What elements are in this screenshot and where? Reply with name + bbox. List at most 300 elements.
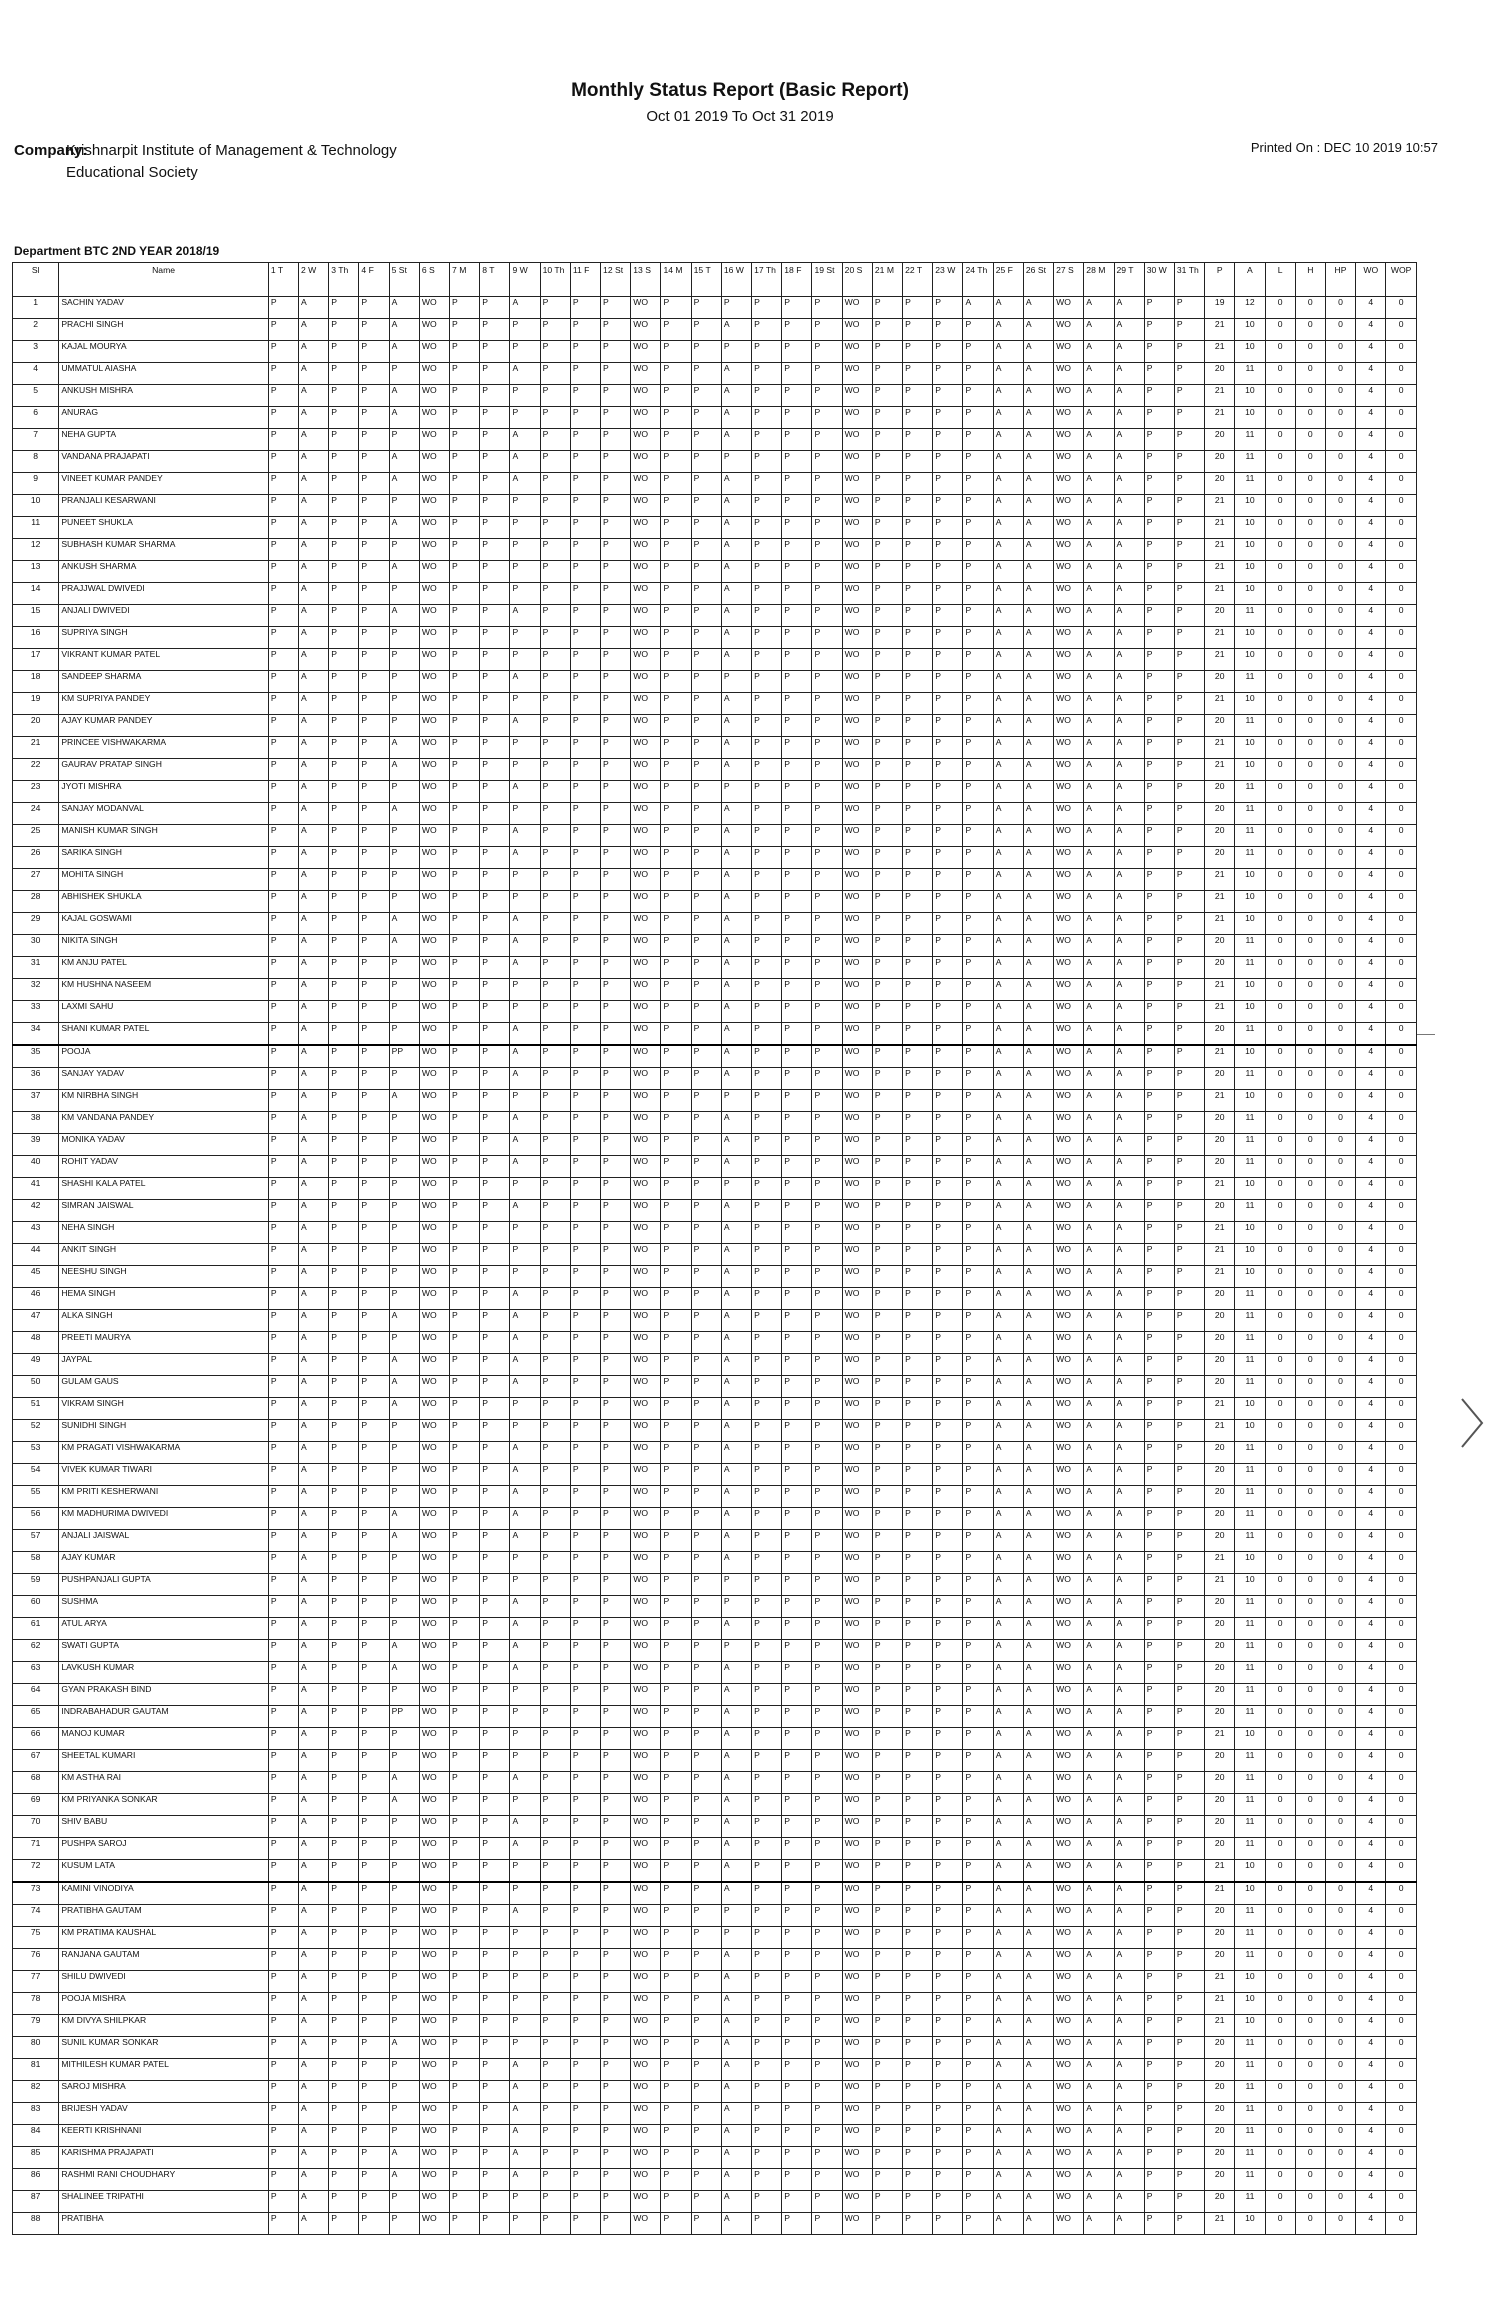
- cell-total: 10: [1235, 385, 1265, 407]
- cell-day-status: P: [480, 1640, 510, 1662]
- cell-day-status: P: [812, 715, 842, 737]
- cell-day-status: P: [933, 1001, 963, 1023]
- cell-day-status: WO: [1054, 297, 1084, 319]
- cell-day-status: P: [1174, 495, 1204, 517]
- cell-total: 0: [1386, 1486, 1417, 1508]
- cell-day-status: P: [389, 649, 419, 671]
- cell-day-status: P: [903, 1905, 933, 1927]
- cell-total: 0: [1265, 1706, 1295, 1728]
- cell-name: KM DIVYA SHILPKAR: [59, 2015, 268, 2037]
- cell-day-status: P: [389, 1244, 419, 1266]
- cell-total: 0: [1265, 2213, 1295, 2235]
- table-row: [13, 605, 1417, 627]
- cell-day-status: P: [540, 2015, 570, 2037]
- cell-day-status: P: [661, 737, 691, 759]
- cell-day-status: A: [299, 1354, 329, 1376]
- cell-day-status: P: [601, 1971, 631, 1993]
- cell-day-status: P: [510, 341, 540, 363]
- cell-day-status: P: [510, 2213, 540, 2235]
- cell-day-status: P: [782, 1552, 812, 1574]
- cell-day-status: P: [480, 1354, 510, 1376]
- cell-total: 10: [1235, 517, 1265, 539]
- cell-total: 10: [1235, 1552, 1265, 1574]
- cell-day-status: P: [812, 1860, 842, 1883]
- cell-day-status: P: [601, 605, 631, 627]
- cell-day-status: P: [721, 1927, 751, 1949]
- cell-day-status: A: [1114, 385, 1144, 407]
- cell-day-status: A: [721, 1794, 751, 1816]
- cell-day-status: A: [1114, 1464, 1144, 1486]
- cell-day-status: A: [1084, 2125, 1114, 2147]
- cell-day-status: WO: [631, 1927, 661, 1949]
- cell-day-status: WO: [842, 1618, 872, 1640]
- cell-day-status: P: [812, 1838, 842, 1860]
- cell-day-status: A: [993, 1794, 1023, 1816]
- cell-day-status: P: [480, 1882, 510, 1905]
- cell-day-status: P: [389, 1112, 419, 1134]
- cell-total: 0: [1386, 891, 1417, 913]
- cell-day-status: WO: [1054, 1486, 1084, 1508]
- cell-day-status: A: [1084, 649, 1114, 671]
- cell-total: 0: [1325, 407, 1355, 429]
- cell-day-status: WO: [842, 605, 872, 627]
- cell-day-status: P: [450, 473, 480, 495]
- cell-total: 0: [1386, 759, 1417, 781]
- cell-day-status: P: [540, 1398, 570, 1420]
- cell-day-status: P: [872, 1442, 902, 1464]
- cell-day-status: WO: [1054, 671, 1084, 693]
- cell-day-status: P: [963, 627, 993, 649]
- cell-day-status: P: [570, 2081, 600, 2103]
- cell-day-status: A: [1084, 1596, 1114, 1618]
- cell-name: NEHA SINGH: [59, 1222, 268, 1244]
- cell-day-status: P: [329, 2081, 359, 2103]
- table-row: [13, 627, 1417, 649]
- cell-day-status: P: [903, 1750, 933, 1772]
- cell-day-status: A: [299, 1001, 329, 1023]
- cell-name: PRATIBHA: [59, 2213, 268, 2235]
- cell-day-status: P: [540, 1244, 570, 1266]
- cell-day-status: P: [661, 1222, 691, 1244]
- cell-name: MOHITA SINGH: [59, 869, 268, 891]
- cell-day-status: P: [691, 1552, 721, 1574]
- chevron-right-icon[interactable]: [1458, 1395, 1486, 1456]
- cell-day-status: WO: [419, 1706, 449, 1728]
- cell-day-status: P: [752, 781, 782, 803]
- cell-day-status: WO: [631, 517, 661, 539]
- cell-day-status: A: [1023, 429, 1053, 451]
- cell-day-status: P: [1144, 913, 1174, 935]
- cell-day-status: A: [1114, 605, 1144, 627]
- cell-day-status: P: [903, 1530, 933, 1552]
- cell-day-status: P: [933, 1662, 963, 1684]
- table-row: [13, 1288, 1417, 1310]
- cell-day-status: P: [601, 385, 631, 407]
- cell-day-status: A: [1023, 1706, 1053, 1728]
- cell-day-status: P: [782, 1288, 812, 1310]
- cell-day-status: A: [721, 759, 751, 781]
- cell-day-status: P: [661, 957, 691, 979]
- cell-day-status: P: [1174, 1486, 1204, 1508]
- cell-day-status: WO: [631, 1838, 661, 1860]
- cell-day-status: WO: [631, 1530, 661, 1552]
- cell-total: 0: [1265, 935, 1295, 957]
- cell-day-status: P: [359, 1816, 389, 1838]
- column-header-day: 13 S: [631, 263, 661, 297]
- cell-total: 0: [1386, 341, 1417, 363]
- cell-day-status: P: [933, 1971, 963, 1993]
- cell-sl: 77: [13, 1971, 59, 1993]
- cell-day-status: P: [450, 913, 480, 935]
- cell-total: 21: [1205, 1244, 1235, 1266]
- cell-day-status: WO: [631, 1045, 661, 1068]
- cell-day-status: P: [691, 1288, 721, 1310]
- cell-total: 0: [1295, 561, 1325, 583]
- cell-day-status: P: [359, 847, 389, 869]
- cell-total: 4: [1356, 1596, 1386, 1618]
- cell-day-status: P: [903, 2037, 933, 2059]
- cell-day-status: P: [872, 759, 902, 781]
- cell-total: 0: [1295, 1662, 1325, 1684]
- cell-day-status: P: [812, 297, 842, 319]
- cell-day-status: P: [480, 913, 510, 935]
- cell-day-status: P: [1174, 429, 1204, 451]
- cell-total: 4: [1356, 1376, 1386, 1398]
- cell-day-status: WO: [842, 1310, 872, 1332]
- cell-day-status: WO: [631, 1486, 661, 1508]
- cell-total: 20: [1205, 2103, 1235, 2125]
- cell-total: 0: [1386, 1112, 1417, 1134]
- cell-day-status: P: [872, 1905, 902, 1927]
- table-row: [13, 1838, 1417, 1860]
- cell-total: 4: [1356, 341, 1386, 363]
- cell-day-status: A: [993, 1816, 1023, 1838]
- cell-day-status: P: [782, 1023, 812, 1046]
- cell-day-status: P: [752, 1618, 782, 1640]
- cell-day-status: P: [540, 913, 570, 935]
- cell-total: 11: [1235, 1838, 1265, 1860]
- cell-total: 0: [1386, 1332, 1417, 1354]
- cell-day-status: A: [1114, 1486, 1144, 1508]
- cell-total: 0: [1295, 297, 1325, 319]
- cell-day-status: A: [1023, 561, 1053, 583]
- cell-day-status: P: [752, 2125, 782, 2147]
- cell-day-status: A: [510, 1662, 540, 1684]
- column-header-day: 9 W: [510, 263, 540, 297]
- cell-day-status: A: [993, 671, 1023, 693]
- cell-day-status: A: [299, 1662, 329, 1684]
- cell-total: 11: [1235, 605, 1265, 627]
- cell-day-status: A: [993, 2059, 1023, 2081]
- cell-day-status: WO: [842, 495, 872, 517]
- cell-day-status: P: [661, 1552, 691, 1574]
- cell-day-status: P: [1144, 803, 1174, 825]
- column-header-total: WOP: [1386, 263, 1417, 297]
- cell-day-status: P: [329, 759, 359, 781]
- cell-day-status: A: [299, 1045, 329, 1068]
- cell-day-status: A: [1084, 1244, 1114, 1266]
- cell-day-status: P: [540, 1442, 570, 1464]
- cell-day-status: P: [359, 1728, 389, 1750]
- cell-day-status: WO: [419, 407, 449, 429]
- cell-day-status: WO: [419, 451, 449, 473]
- cell-day-status: A: [993, 627, 1023, 649]
- cell-day-status: A: [510, 1023, 540, 1046]
- cell-total: 20: [1205, 1288, 1235, 1310]
- cell-sl: 86: [13, 2169, 59, 2191]
- cell-day-status: P: [933, 1684, 963, 1706]
- cell-day-status: P: [903, 1684, 933, 1706]
- cell-total: 0: [1265, 1178, 1295, 1200]
- cell-day-status: P: [812, 2081, 842, 2103]
- cell-day-status: P: [933, 1618, 963, 1640]
- cell-day-status: P: [1144, 2037, 1174, 2059]
- cell-day-status: P: [872, 1310, 902, 1332]
- cell-day-status: P: [510, 495, 540, 517]
- cell-day-status: A: [1114, 935, 1144, 957]
- cell-day-status: A: [1084, 1882, 1114, 1905]
- cell-day-status: P: [1144, 1728, 1174, 1750]
- cell-day-status: A: [1114, 1772, 1144, 1794]
- cell-day-status: A: [721, 539, 751, 561]
- cell-day-status: A: [1114, 1684, 1144, 1706]
- cell-name: KM HUSHNA NASEEM: [59, 979, 268, 1001]
- cell-day-status: P: [389, 693, 419, 715]
- cell-name: KM PRATIMA KAUSHAL: [59, 1927, 268, 1949]
- cell-day-status: P: [268, 935, 298, 957]
- cell-day-status: WO: [419, 1816, 449, 1838]
- cell-day-status: P: [570, 539, 600, 561]
- cell-day-status: WO: [631, 451, 661, 473]
- cell-day-status: A: [993, 2015, 1023, 2037]
- cell-day-status: P: [601, 1684, 631, 1706]
- cell-day-status: P: [359, 1486, 389, 1508]
- cell-day-status: P: [450, 1200, 480, 1222]
- cell-day-status: A: [1114, 693, 1144, 715]
- cell-day-status: WO: [1054, 1905, 1084, 1927]
- cell-day-status: P: [540, 1045, 570, 1068]
- cell-day-status: P: [540, 1816, 570, 1838]
- cell-day-status: A: [993, 1860, 1023, 1883]
- cell-sl: 53: [13, 1442, 59, 1464]
- cell-day-status: P: [963, 2081, 993, 2103]
- cell-total: 10: [1235, 341, 1265, 363]
- cell-day-status: P: [1174, 517, 1204, 539]
- cell-day-status: P: [540, 1068, 570, 1090]
- cell-day-status: P: [510, 539, 540, 561]
- cell-day-status: P: [782, 473, 812, 495]
- cell-day-status: P: [359, 2081, 389, 2103]
- cell-day-status: P: [661, 1442, 691, 1464]
- cell-day-status: A: [993, 781, 1023, 803]
- cell-day-status: WO: [419, 1134, 449, 1156]
- cell-day-status: A: [1023, 759, 1053, 781]
- cell-total: 11: [1235, 1794, 1265, 1816]
- cell-name: KM PRITI KESHERWANI: [59, 1486, 268, 1508]
- cell-day-status: P: [1144, 473, 1174, 495]
- cell-day-status: P: [450, 407, 480, 429]
- cell-day-status: P: [1174, 1332, 1204, 1354]
- cell-total: 0: [1325, 561, 1355, 583]
- cell-total: 4: [1356, 561, 1386, 583]
- cell-day-status: P: [782, 1266, 812, 1288]
- cell-total: 21: [1205, 1993, 1235, 2015]
- cell-day-status: P: [812, 1640, 842, 1662]
- cell-day-status: P: [268, 2059, 298, 2081]
- cell-day-status: P: [1144, 1376, 1174, 1398]
- cell-day-status: P: [480, 1596, 510, 1618]
- table-row: [13, 1772, 1417, 1794]
- cell-day-status: P: [1174, 1354, 1204, 1376]
- cell-total: 11: [1235, 1706, 1265, 1728]
- cell-day-status: P: [480, 2037, 510, 2059]
- cell-day-status: P: [480, 781, 510, 803]
- cell-day-status: P: [359, 1618, 389, 1640]
- cell-day-status: A: [1084, 2169, 1114, 2191]
- cell-day-status: P: [450, 1288, 480, 1310]
- cell-day-status: WO: [419, 2169, 449, 2191]
- cell-day-status: P: [782, 1794, 812, 1816]
- cell-day-status: WO: [419, 539, 449, 561]
- cell-name: KM ASTHA RAI: [59, 1772, 268, 1794]
- cell-name: AJAY KUMAR PANDEY: [59, 715, 268, 737]
- cell-day-status: P: [359, 1068, 389, 1090]
- cell-total: 0: [1386, 1288, 1417, 1310]
- cell-day-status: A: [993, 1310, 1023, 1332]
- cell-day-status: A: [993, 385, 1023, 407]
- cell-day-status: P: [268, 1442, 298, 1464]
- cell-day-status: P: [480, 1486, 510, 1508]
- cell-day-status: A: [1114, 781, 1144, 803]
- cell-day-status: P: [329, 869, 359, 891]
- cell-day-status: P: [268, 1464, 298, 1486]
- cell-day-status: P: [450, 1398, 480, 1420]
- cell-day-status: WO: [842, 825, 872, 847]
- cell-day-status: A: [299, 1882, 329, 1905]
- cell-day-status: A: [510, 1200, 540, 1222]
- table-row: [13, 2191, 1417, 2213]
- cell-day-status: P: [872, 671, 902, 693]
- cell-name: SHEETAL KUMARI: [59, 1750, 268, 1772]
- cell-total: 0: [1325, 737, 1355, 759]
- cell-day-status: P: [933, 1816, 963, 1838]
- cell-total: 0: [1386, 2213, 1417, 2235]
- cell-day-status: A: [1114, 1750, 1144, 1772]
- cell-sl: 82: [13, 2081, 59, 2103]
- cell-day-status: P: [872, 803, 902, 825]
- cell-day-status: P: [480, 1684, 510, 1706]
- cell-day-status: A: [510, 1376, 540, 1398]
- cell-total: 0: [1325, 583, 1355, 605]
- cell-total: 0: [1265, 495, 1295, 517]
- cell-day-status: WO: [1054, 1023, 1084, 1046]
- cell-day-status: P: [570, 1222, 600, 1244]
- cell-day-status: A: [1023, 2059, 1053, 2081]
- cell-total: 20: [1205, 1332, 1235, 1354]
- cell-day-status: P: [450, 1640, 480, 1662]
- cell-day-status: P: [872, 891, 902, 913]
- cell-day-status: A: [721, 1684, 751, 1706]
- cell-day-status: P: [903, 1266, 933, 1288]
- cell-day-status: P: [359, 1662, 389, 1684]
- cell-day-status: P: [1174, 715, 1204, 737]
- cell-day-status: A: [389, 737, 419, 759]
- cell-day-status: WO: [631, 1574, 661, 1596]
- cell-day-status: WO: [842, 2037, 872, 2059]
- cell-day-status: A: [1114, 1816, 1144, 1838]
- cell-total: 0: [1325, 297, 1355, 319]
- table-row: [13, 671, 1417, 693]
- cell-day-status: P: [691, 561, 721, 583]
- column-header-day: 11 F: [570, 263, 600, 297]
- cell-total: 0: [1295, 1949, 1325, 1971]
- cell-total: 0: [1295, 1794, 1325, 1816]
- cell-day-status: P: [812, 1706, 842, 1728]
- cell-total: 0: [1386, 671, 1417, 693]
- cell-day-status: WO: [1054, 1464, 1084, 1486]
- cell-day-status: WO: [1054, 715, 1084, 737]
- cell-day-status: A: [1023, 2125, 1053, 2147]
- cell-total: 0: [1386, 1552, 1417, 1574]
- cell-day-status: P: [752, 2037, 782, 2059]
- cell-day-status: P: [1144, 1023, 1174, 1046]
- cell-day-status: A: [1114, 1244, 1144, 1266]
- cell-total: 0: [1265, 1332, 1295, 1354]
- cell-day-status: P: [903, 495, 933, 517]
- cell-day-status: P: [329, 1045, 359, 1068]
- cell-day-status: A: [389, 803, 419, 825]
- cell-day-status: P: [450, 2169, 480, 2191]
- cell-day-status: WO: [419, 1398, 449, 1420]
- cell-total: 0: [1325, 2015, 1355, 2037]
- cell-day-status: A: [299, 1640, 329, 1662]
- cell-total: 21: [1205, 517, 1235, 539]
- cell-total: 0: [1265, 2037, 1295, 2059]
- cell-day-status: P: [540, 1640, 570, 1662]
- cell-day-status: A: [1114, 803, 1144, 825]
- cell-total: 0: [1386, 803, 1417, 825]
- column-header-day: 20 S: [842, 263, 872, 297]
- cell-day-status: WO: [1054, 2169, 1084, 2191]
- cell-day-status: P: [510, 1860, 540, 1883]
- cell-day-status: P: [963, 2103, 993, 2125]
- cell-day-status: P: [329, 429, 359, 451]
- table-row: [13, 1949, 1417, 1971]
- cell-day-status: P: [1174, 605, 1204, 627]
- cell-total: 0: [1386, 2147, 1417, 2169]
- cell-total: 0: [1295, 1045, 1325, 1068]
- cell-day-status: P: [661, 649, 691, 671]
- cell-day-status: P: [329, 2147, 359, 2169]
- cell-total: 4: [1356, 803, 1386, 825]
- cell-day-status: P: [812, 1045, 842, 1068]
- cell-day-status: P: [1174, 1728, 1204, 1750]
- cell-day-status: P: [872, 781, 902, 803]
- cell-day-status: P: [480, 1442, 510, 1464]
- cell-day-status: P: [903, 1574, 933, 1596]
- cell-day-status: P: [782, 1596, 812, 1618]
- cell-day-status: A: [1114, 627, 1144, 649]
- cell-day-status: P: [389, 2191, 419, 2213]
- table-row: [13, 1134, 1417, 1156]
- cell-day-status: P: [601, 2169, 631, 2191]
- cell-total: 0: [1325, 1464, 1355, 1486]
- cell-day-status: P: [782, 1816, 812, 1838]
- cell-day-status: A: [993, 1288, 1023, 1310]
- table-row: [13, 1662, 1417, 1684]
- cell-day-status: P: [1174, 1530, 1204, 1552]
- cell-day-status: P: [691, 1332, 721, 1354]
